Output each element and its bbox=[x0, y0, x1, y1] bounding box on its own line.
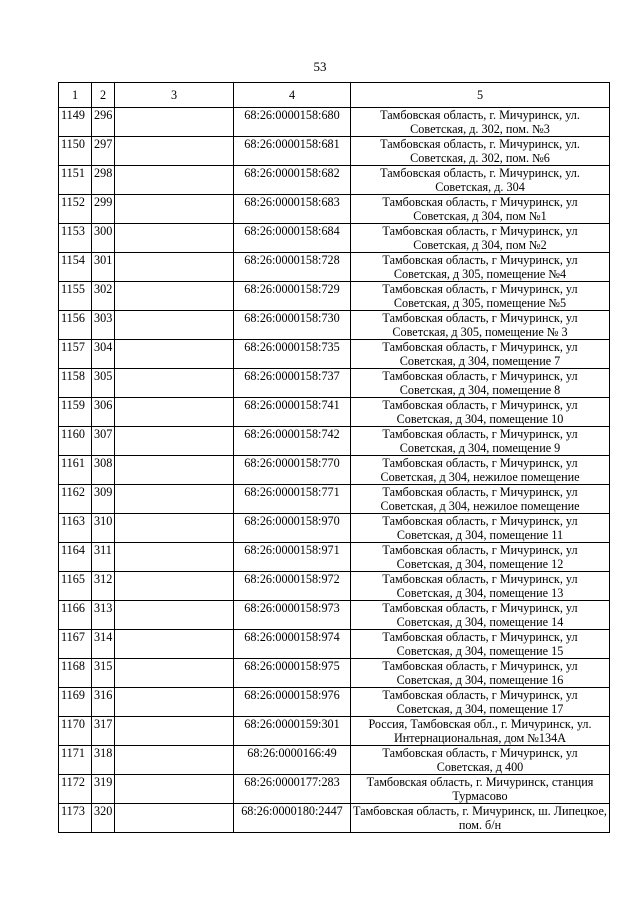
table-row bbox=[59, 311, 610, 340]
column-3-cell bbox=[115, 630, 234, 659]
item-number-cell: 302 bbox=[92, 282, 115, 311]
cadastral-number-cell: 68:26:0000177:283 bbox=[234, 775, 351, 804]
table-header-row bbox=[59, 83, 610, 108]
table-row bbox=[59, 282, 610, 311]
row-number-cell: 1156 bbox=[59, 311, 92, 340]
table-row bbox=[59, 456, 610, 485]
table-row bbox=[59, 659, 610, 688]
row-number-cell: 1158 bbox=[59, 369, 92, 398]
item-number-cell: 319 bbox=[92, 775, 115, 804]
address-cell: Россия, Тамбовская обл., г. Мичуринск, ул. Интернациональная, дом №134А bbox=[351, 717, 610, 746]
address-cell: Тамбовская область, г Мичуринск, ул Советская, д 304, помещение 13 bbox=[351, 572, 610, 601]
address-cell: Тамбовская область, г Мичуринск, ул Советская, д 304, помещение 15 bbox=[351, 630, 610, 659]
cadastral-number-cell: 68:26:0000158:971 bbox=[234, 543, 351, 572]
column-3-cell bbox=[115, 775, 234, 804]
row-number-cell: 1171 bbox=[59, 746, 92, 775]
table-row bbox=[59, 630, 610, 659]
row-number-cell: 1152 bbox=[59, 195, 92, 224]
column-header-4: 4 bbox=[234, 83, 351, 108]
cadastral-number-cell: 68:26:0000158:973 bbox=[234, 601, 351, 630]
row-number-cell: 1149 bbox=[59, 108, 92, 137]
cadastral-number-cell: 68:26:0000158:680 bbox=[234, 108, 351, 137]
row-number-cell: 1157 bbox=[59, 340, 92, 369]
table-row bbox=[59, 688, 610, 717]
table-row bbox=[59, 137, 610, 166]
column-3-cell bbox=[115, 311, 234, 340]
table-row bbox=[59, 485, 610, 514]
cadastral-number-cell: 68:26:0000158:728 bbox=[234, 253, 351, 282]
column-3-cell bbox=[115, 282, 234, 311]
cadastral-number-cell: 68:26:0000158:974 bbox=[234, 630, 351, 659]
column-3-cell bbox=[115, 543, 234, 572]
address-cell: Тамбовская область, г Мичуринск, ул Советская, д 304, помещение 16 bbox=[351, 659, 610, 688]
address-cell: Тамбовская область, г Мичуринск, ул Советская, д 304, пом №1 bbox=[351, 195, 610, 224]
column-header-2: 2 bbox=[92, 83, 115, 108]
row-number-cell: 1172 bbox=[59, 775, 92, 804]
cadastral-number-cell: 68:26:0000158:741 bbox=[234, 398, 351, 427]
item-number-cell: 320 bbox=[92, 804, 115, 833]
row-number-cell: 1160 bbox=[59, 427, 92, 456]
table-row bbox=[59, 224, 610, 253]
table-body bbox=[59, 108, 610, 833]
row-number-cell: 1163 bbox=[59, 514, 92, 543]
item-number-cell: 308 bbox=[92, 456, 115, 485]
address-cell: Тамбовская область, г. Мичуринск, ул. Советская, д. 304 bbox=[351, 166, 610, 195]
column-3-cell bbox=[115, 195, 234, 224]
row-number-cell: 1165 bbox=[59, 572, 92, 601]
cadastral-number-cell: 68:26:0000158:682 bbox=[234, 166, 351, 195]
table-row bbox=[59, 514, 610, 543]
cadastral-number-cell: 68:26:0000158:729 bbox=[234, 282, 351, 311]
table-row bbox=[59, 601, 610, 630]
row-number-cell: 1166 bbox=[59, 601, 92, 630]
cadastral-number-cell: 68:26:0000158:972 bbox=[234, 572, 351, 601]
column-3-cell bbox=[115, 746, 234, 775]
row-number-cell: 1173 bbox=[59, 804, 92, 833]
item-number-cell: 314 bbox=[92, 630, 115, 659]
cadastral-number-cell: 68:26:0000158:684 bbox=[234, 224, 351, 253]
item-number-cell: 304 bbox=[92, 340, 115, 369]
table-row bbox=[59, 195, 610, 224]
item-number-cell: 315 bbox=[92, 659, 115, 688]
cadastral-number-cell: 68:26:0000166:49 bbox=[234, 746, 351, 775]
address-cell: Тамбовская область, г Мичуринск, ул Советская, д 305, помещение №5 bbox=[351, 282, 610, 311]
item-number-cell: 318 bbox=[92, 746, 115, 775]
row-number-cell: 1154 bbox=[59, 253, 92, 282]
cadastral-number-cell: 68:26:0000158:735 bbox=[234, 340, 351, 369]
address-cell: Тамбовская область, г Мичуринск, ул Советская, д 304, помещение 12 bbox=[351, 543, 610, 572]
address-cell: Тамбовская область, г Мичуринск, ул Советская, д 304, нежилое помещение bbox=[351, 485, 610, 514]
row-number-cell: 1153 bbox=[59, 224, 92, 253]
row-number-cell: 1169 bbox=[59, 688, 92, 717]
item-number-cell: 310 bbox=[92, 514, 115, 543]
page-number: 53 bbox=[313, 59, 327, 74]
column-3-cell bbox=[115, 804, 234, 833]
address-cell: Тамбовская область, г Мичуринск, ул Советская, д 304, помещение 9 bbox=[351, 427, 610, 456]
table-row bbox=[59, 166, 610, 195]
table-row bbox=[59, 543, 610, 572]
item-number-cell: 298 bbox=[92, 166, 115, 195]
address-cell: Тамбовская область, г Мичуринск, ул Советская, д 304, помещение 7 bbox=[351, 340, 610, 369]
table-row bbox=[59, 398, 610, 427]
table-row bbox=[59, 108, 610, 137]
address-cell: Тамбовская область, г Мичуринск, ул Советская, д 304, помещение 14 bbox=[351, 601, 610, 630]
column-3-cell bbox=[115, 485, 234, 514]
cadastral-number-cell: 68:26:0000158:771 bbox=[234, 485, 351, 514]
column-3-cell bbox=[115, 659, 234, 688]
column-3-cell bbox=[115, 224, 234, 253]
address-cell: Тамбовская область, г Мичуринск, ул Советская, д 305, помещение №4 bbox=[351, 253, 610, 282]
address-cell: Тамбовская область, г Мичуринск, ул Советская, д 304, помещение 17 bbox=[351, 688, 610, 717]
table-row bbox=[59, 369, 610, 398]
row-number-cell: 1150 bbox=[59, 137, 92, 166]
column-header-1: 1 bbox=[59, 83, 92, 108]
item-number-cell: 305 bbox=[92, 369, 115, 398]
item-number-cell: 317 bbox=[92, 717, 115, 746]
item-number-cell: 301 bbox=[92, 253, 115, 282]
cadastral-number-cell: 68:26:0000158:730 bbox=[234, 311, 351, 340]
column-3-cell bbox=[115, 253, 234, 282]
cadastral-number-cell: 68:26:0000158:742 bbox=[234, 427, 351, 456]
item-number-cell: 309 bbox=[92, 485, 115, 514]
table-row bbox=[59, 340, 610, 369]
column-3-cell bbox=[115, 572, 234, 601]
address-cell: Тамбовская область, г. Мичуринск, ул. Советская, д. 302, пом. №6 bbox=[351, 137, 610, 166]
item-number-cell: 307 bbox=[92, 427, 115, 456]
address-cell: Тамбовская область, г. Мичуринск, ш. Липецкое, пом. б/н bbox=[351, 804, 610, 833]
cadastral-number-cell: 68:26:0000158:975 bbox=[234, 659, 351, 688]
table-row bbox=[59, 804, 610, 833]
row-number-cell: 1161 bbox=[59, 456, 92, 485]
column-3-cell bbox=[115, 398, 234, 427]
table-row bbox=[59, 253, 610, 282]
row-number-cell: 1162 bbox=[59, 485, 92, 514]
column-3-cell bbox=[115, 717, 234, 746]
address-cell: Тамбовская область, г. Мичуринск, ул. Советская, д. 302, пом. №3 bbox=[351, 108, 610, 137]
item-number-cell: 296 bbox=[92, 108, 115, 137]
column-3-cell bbox=[115, 456, 234, 485]
cadastral-number-cell: 68:26:0000158:770 bbox=[234, 456, 351, 485]
column-3-cell bbox=[115, 340, 234, 369]
cadastral-number-cell: 68:26:0000158:681 bbox=[234, 137, 351, 166]
address-cell: Тамбовская область, г Мичуринск, ул Советская, д 304, помещение 10 bbox=[351, 398, 610, 427]
table-row bbox=[59, 572, 610, 601]
column-3-cell bbox=[115, 427, 234, 456]
address-cell: Тамбовская область, г. Мичуринск, станция Турмасово bbox=[351, 775, 610, 804]
cadastral-number-cell: 68:26:0000158:737 bbox=[234, 369, 351, 398]
item-number-cell: 299 bbox=[92, 195, 115, 224]
row-number-cell: 1167 bbox=[59, 630, 92, 659]
row-number-cell: 1170 bbox=[59, 717, 92, 746]
column-3-cell bbox=[115, 688, 234, 717]
cadastral-number-cell: 68:26:0000180:2447 bbox=[234, 804, 351, 833]
item-number-cell: 297 bbox=[92, 137, 115, 166]
row-number-cell: 1151 bbox=[59, 166, 92, 195]
row-number-cell: 1159 bbox=[59, 398, 92, 427]
cadastral-number-cell: 68:26:0000158:683 bbox=[234, 195, 351, 224]
address-cell: Тамбовская область, г Мичуринск, ул Советская, д 304, нежилое помещение bbox=[351, 456, 610, 485]
table-row bbox=[59, 775, 610, 804]
item-number-cell: 300 bbox=[92, 224, 115, 253]
table-row bbox=[59, 746, 610, 775]
item-number-cell: 311 bbox=[92, 543, 115, 572]
cadastral-number-cell: 68:26:0000158:970 bbox=[234, 514, 351, 543]
table-row bbox=[59, 717, 610, 746]
address-cell: Тамбовская область, г Мичуринск, ул Советская, д 305, помещение № 3 bbox=[351, 311, 610, 340]
cadastral-number-cell: 68:26:0000158:976 bbox=[234, 688, 351, 717]
item-number-cell: 313 bbox=[92, 601, 115, 630]
row-number-cell: 1168 bbox=[59, 659, 92, 688]
row-number-cell: 1164 bbox=[59, 543, 92, 572]
item-number-cell: 316 bbox=[92, 688, 115, 717]
column-3-cell bbox=[115, 369, 234, 398]
column-3-cell bbox=[115, 137, 234, 166]
address-cell: Тамбовская область, г Мичуринск, ул Советская, д 400 bbox=[351, 746, 610, 775]
row-number-cell: 1155 bbox=[59, 282, 92, 311]
table-row bbox=[59, 427, 610, 456]
item-number-cell: 306 bbox=[92, 398, 115, 427]
column-3-cell bbox=[115, 166, 234, 195]
column-3-cell bbox=[115, 514, 234, 543]
column-header-5: 5 bbox=[351, 83, 610, 108]
item-number-cell: 303 bbox=[92, 311, 115, 340]
address-cell: Тамбовская область, г Мичуринск, ул Советская, д 304, помещение 11 bbox=[351, 514, 610, 543]
cadastral-number-cell: 68:26:0000159:301 bbox=[234, 717, 351, 746]
column-3-cell bbox=[115, 108, 234, 137]
column-3-cell bbox=[115, 601, 234, 630]
address-cell: Тамбовская область, г Мичуринск, ул Советская, д 304, пом №2 bbox=[351, 224, 610, 253]
address-cell: Тамбовская область, г Мичуринск, ул Советская, д 304, помещение 8 bbox=[351, 369, 610, 398]
property-registry-table bbox=[58, 82, 610, 833]
column-header-3: 3 bbox=[115, 83, 234, 108]
item-number-cell: 312 bbox=[92, 572, 115, 601]
